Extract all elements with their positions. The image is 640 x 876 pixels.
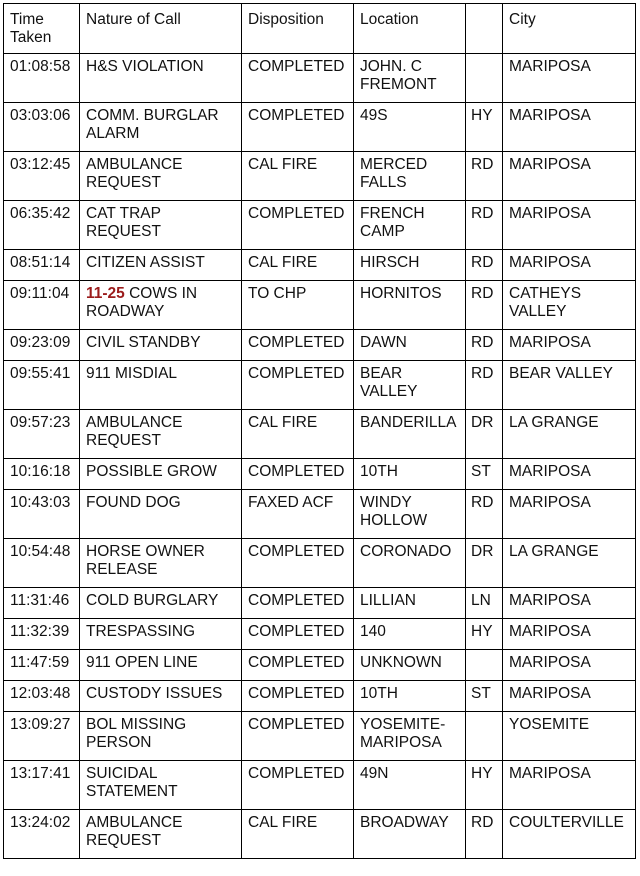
cell-city: LA GRANGE — [503, 410, 636, 459]
cell-time: 09:23:09 — [4, 330, 80, 361]
cell-disposition: CAL FIRE — [242, 250, 354, 281]
cell-city: MARIPOSA — [503, 459, 636, 490]
cell-disposition: COMPLETED — [242, 712, 354, 761]
call-nature-text: CUSTODY ISSUES — [86, 685, 223, 702]
cell-time: 03:03:06 — [4, 103, 80, 152]
column-header-street-type — [466, 4, 503, 54]
cell-disposition: COMPLETED — [242, 103, 354, 152]
table-row — [4, 681, 636, 712]
cell-nature — [80, 459, 242, 490]
cell-disposition: COMPLETED — [242, 588, 354, 619]
call-nature-text: TRESPASSING — [86, 623, 196, 640]
cell-location: YOSEMITE-MARIPOSA — [354, 712, 466, 761]
cell-disposition: COMPLETED — [242, 619, 354, 650]
cell-disposition: CAL FIRE — [242, 152, 354, 201]
table-row — [4, 54, 636, 103]
cell-time: 09:55:41 — [4, 361, 80, 410]
cell-time: 12:03:48 — [4, 681, 80, 712]
cell-nature — [80, 281, 242, 330]
cell-nature — [80, 152, 242, 201]
column-header-time: Time Taken — [4, 4, 80, 54]
call-nature-text: H&S VIOLATION — [86, 58, 204, 75]
cell-city: MARIPOSA — [503, 201, 636, 250]
cell-street-type: RD — [466, 250, 503, 281]
call-log-table — [3, 3, 636, 859]
cell-street-type: RD — [466, 361, 503, 410]
cell-location: 140 — [354, 619, 466, 650]
cell-street-type: RD — [466, 281, 503, 330]
cell-time: 11:32:39 — [4, 619, 80, 650]
cell-disposition: COMPLETED — [242, 361, 354, 410]
table-row — [4, 361, 636, 410]
cell-street-type: DR — [466, 539, 503, 588]
cell-disposition: COMPLETED — [242, 201, 354, 250]
cell-street-type: ST — [466, 681, 503, 712]
cell-street-type: HY — [466, 761, 503, 810]
cell-location: HIRSCH — [354, 250, 466, 281]
cell-location: CORONADO — [354, 539, 466, 588]
cell-street-type: HY — [466, 103, 503, 152]
call-nature-text: AMBULANCE REQUEST — [86, 414, 183, 449]
cell-nature — [80, 103, 242, 152]
cell-location: DAWN — [354, 330, 466, 361]
cell-time: 08:51:14 — [4, 250, 80, 281]
table-row — [4, 810, 636, 859]
call-nature-text: AMBULANCE REQUEST — [86, 814, 183, 849]
cell-time: 10:16:18 — [4, 459, 80, 490]
cell-nature — [80, 410, 242, 459]
call-nature-text: CITIZEN ASSIST — [86, 254, 205, 271]
column-header-city: City — [503, 4, 636, 54]
column-header-nature: Nature of Call — [80, 4, 242, 54]
cell-city: MARIPOSA — [503, 681, 636, 712]
call-nature-text: HORSE OWNER RELEASE — [86, 543, 205, 578]
cell-city: MARIPOSA — [503, 250, 636, 281]
call-nature-text: CIVIL STANDBY — [86, 334, 201, 351]
cell-disposition: TO CHP — [242, 281, 354, 330]
cell-city: MARIPOSA — [503, 650, 636, 681]
table-row — [4, 410, 636, 459]
cell-city: MARIPOSA — [503, 103, 636, 152]
cell-disposition: CAL FIRE — [242, 810, 354, 859]
cell-nature — [80, 250, 242, 281]
cell-city: MARIPOSA — [503, 54, 636, 103]
cell-time: 09:11:04 — [4, 281, 80, 330]
table-row — [4, 539, 636, 588]
table-row — [4, 201, 636, 250]
cell-time: 13:09:27 — [4, 712, 80, 761]
cell-nature — [80, 539, 242, 588]
call-nature-text: SUICIDAL STATEMENT — [86, 765, 178, 800]
call-nature-text: COMM. BURGLAR ALARM — [86, 107, 219, 142]
cell-street-type: RD — [466, 330, 503, 361]
call-nature-text: AMBULANCE REQUEST — [86, 156, 183, 191]
cell-city: BEAR VALLEY — [503, 361, 636, 410]
cell-city: MARIPOSA — [503, 761, 636, 810]
cell-disposition: COMPLETED — [242, 650, 354, 681]
cell-disposition: COMPLETED — [242, 459, 354, 490]
cell-location: MERCED FALLS — [354, 152, 466, 201]
cell-nature — [80, 619, 242, 650]
cell-time: 09:57:23 — [4, 410, 80, 459]
cell-location: WINDY HOLLOW — [354, 490, 466, 539]
cell-time: 13:17:41 — [4, 761, 80, 810]
cell-disposition: CAL FIRE — [242, 410, 354, 459]
cell-city: YOSEMITE — [503, 712, 636, 761]
cell-nature — [80, 54, 242, 103]
table-row — [4, 459, 636, 490]
cell-street-type: DR — [466, 410, 503, 459]
cell-location: BANDERILLA — [354, 410, 466, 459]
cell-nature — [80, 712, 242, 761]
call-nature-text: BOL MISSING PERSON — [86, 716, 187, 751]
cell-street-type — [466, 54, 503, 103]
cell-location: HORNITOS — [354, 281, 466, 330]
cell-time: 11:47:59 — [4, 650, 80, 681]
cell-disposition: COMPLETED — [242, 54, 354, 103]
cell-city: MARIPOSA — [503, 588, 636, 619]
cell-city: MARIPOSA — [503, 619, 636, 650]
cell-street-type: LN — [466, 588, 503, 619]
cell-street-type: RD — [466, 201, 503, 250]
call-code: 11-25 — [86, 285, 125, 302]
cell-nature — [80, 201, 242, 250]
cell-time: 06:35:42 — [4, 201, 80, 250]
call-nature-text: COWS IN ROADWAY — [86, 285, 198, 320]
table-row — [4, 490, 636, 539]
cell-time: 10:54:48 — [4, 539, 80, 588]
cell-nature — [80, 361, 242, 410]
cell-location: UNKNOWN — [354, 650, 466, 681]
cell-location: 10TH — [354, 681, 466, 712]
table-row — [4, 250, 636, 281]
cell-street-type: RD — [466, 152, 503, 201]
cell-city: MARIPOSA — [503, 152, 636, 201]
cell-city: MARIPOSA — [503, 490, 636, 539]
cell-street-type: RD — [466, 490, 503, 539]
cell-disposition: COMPLETED — [242, 761, 354, 810]
call-nature-text: FOUND DOG — [86, 494, 181, 511]
call-nature-text: COLD BURGLARY — [86, 592, 219, 609]
cell-nature — [80, 650, 242, 681]
table-row — [4, 103, 636, 152]
table-row — [4, 619, 636, 650]
call-nature-text: POSSIBLE GROW — [86, 463, 217, 480]
cell-location: BEAR VALLEY — [354, 361, 466, 410]
cell-time: 03:12:45 — [4, 152, 80, 201]
cell-nature — [80, 330, 242, 361]
table-row — [4, 761, 636, 810]
cell-location: 49N — [354, 761, 466, 810]
cell-time: 11:31:46 — [4, 588, 80, 619]
column-header-location: Location — [354, 4, 466, 54]
cell-city: LA GRANGE — [503, 539, 636, 588]
header-row — [4, 4, 636, 54]
cell-disposition: FAXED ACF — [242, 490, 354, 539]
call-nature-text: 911 OPEN LINE — [86, 654, 198, 671]
cell-time: 10:43:03 — [4, 490, 80, 539]
cell-time: 01:08:58 — [4, 54, 80, 103]
table-row — [4, 330, 636, 361]
cell-nature — [80, 761, 242, 810]
table-row — [4, 281, 636, 330]
cell-location: BROADWAY — [354, 810, 466, 859]
cell-location: LILLIAN — [354, 588, 466, 619]
call-nature-text: CAT TRAP REQUEST — [86, 205, 161, 240]
column-header-disposition: Disposition — [242, 4, 354, 54]
table-row — [4, 712, 636, 761]
cell-street-type: HY — [466, 619, 503, 650]
cell-nature — [80, 810, 242, 859]
cell-nature — [80, 588, 242, 619]
cell-street-type: ST — [466, 459, 503, 490]
table-row — [4, 650, 636, 681]
cell-disposition: COMPLETED — [242, 681, 354, 712]
table-row — [4, 588, 636, 619]
cell-nature — [80, 681, 242, 712]
cell-city: MARIPOSA — [503, 330, 636, 361]
cell-city: COULTERVILLE — [503, 810, 636, 859]
table-row — [4, 152, 636, 201]
cell-time: 13:24:02 — [4, 810, 80, 859]
cell-street-type: RD — [466, 810, 503, 859]
cell-location: FRENCH CAMP — [354, 201, 466, 250]
cell-disposition: COMPLETED — [242, 330, 354, 361]
cell-location: 49S — [354, 103, 466, 152]
cell-disposition: COMPLETED — [242, 539, 354, 588]
cell-location: 10TH — [354, 459, 466, 490]
call-nature-text: 911 MISDIAL — [86, 365, 178, 382]
cell-city: CATHEYS VALLEY — [503, 281, 636, 330]
cell-nature — [80, 490, 242, 539]
cell-street-type — [466, 650, 503, 681]
cell-location: JOHN. C FREMONT — [354, 54, 466, 103]
cell-street-type — [466, 712, 503, 761]
